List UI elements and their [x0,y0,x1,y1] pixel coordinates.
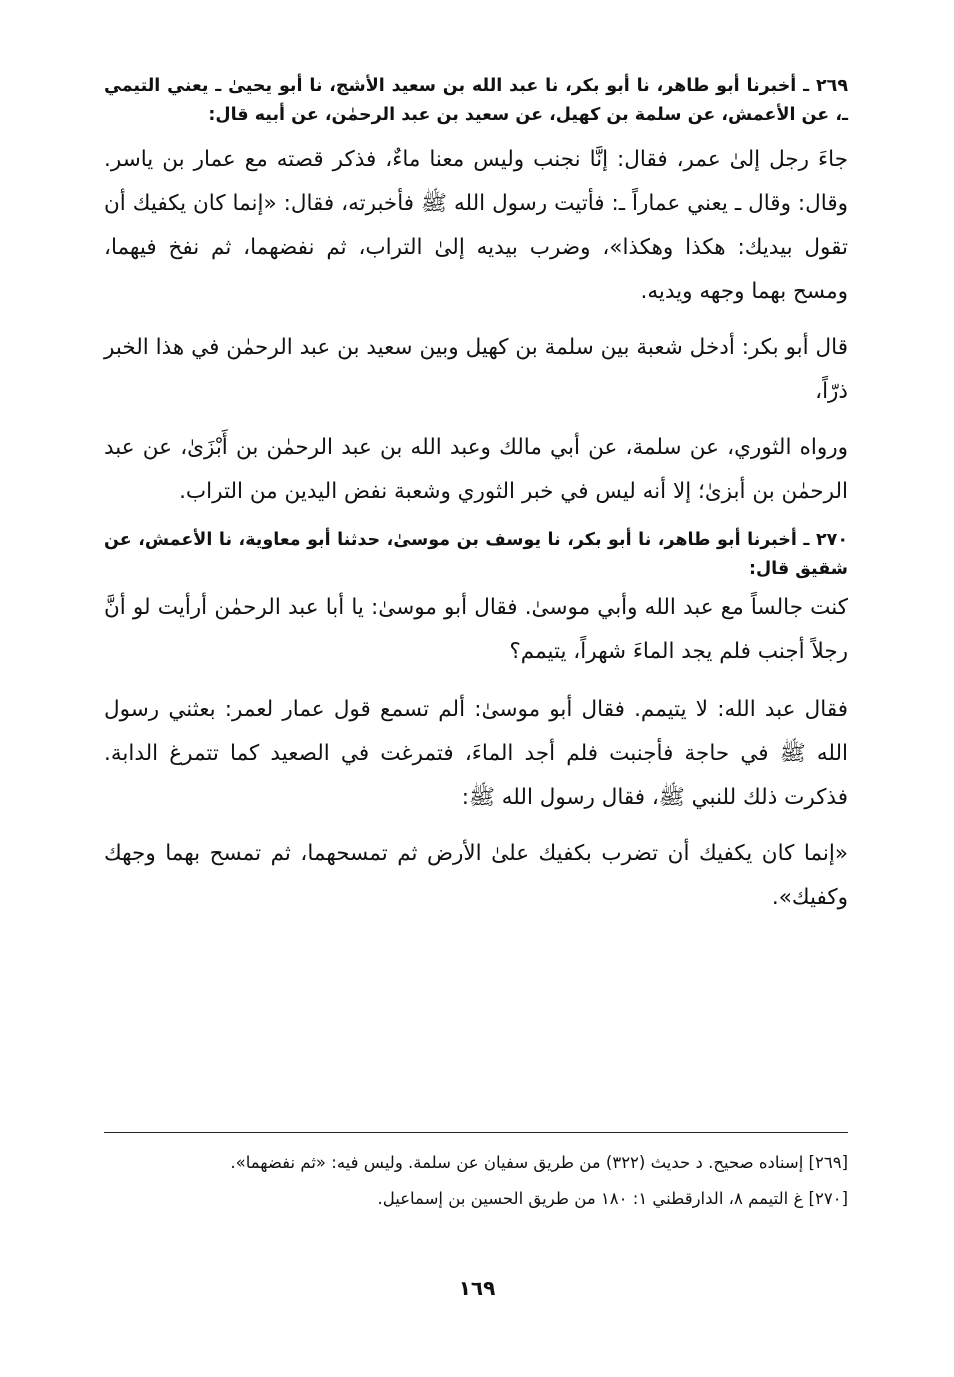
footnote-divider [104,1132,848,1133]
page-body [104,72,848,920]
hadith-269-chain: ٢٦٩ ـ أخبرنا أبو طاهر، نا أبو بكر، نا عبد الله بن سعيد الأشج، نا أبو يحيىٰ ـ يعني التيمي ـ، عن الأعمش، عن سلمة بن كهيل، عن سعيد بن عبد الرحمٰن، عن أبيه قال: [104,76,848,125]
hadith-270-quote: «إنما كان يكفيك أن تضرب بكفيك علىٰ الأرض ثم تمسحهما، ثم تمسح بهما وجهك وكفيك». [104,841,848,910]
footnote-270: [٢٧٠] غ التيمم ٨، الدارقطني ١: ١٨٠ من طريق الحسين بن إسماعيل. [377,1189,848,1208]
hadith-269-text: جاءَ رجل إلىٰ عمر، فقال: إنَّا نجنب وليس معنا ماءٌ، فذكر قصته مع عمار بن ياسر. وقال: وقال ـ يعني عماراً ـ: فأتيت رسول الله ﷺ فأخبرته، فقال: «إنما كان يكفيك أن تقول بيديك: هكذا وهكذا»، وضرب بيديه إلىٰ التراب، ثم نفضهما، ثم نفخ فيهما، ومسح بهما وجهه ويديه. [104,147,848,304]
page-number: ١٦٩ [458,1276,496,1300]
hadith-269-note: قال أبو بكر: أدخل شعبة بين سلمة بن كهيل وبين سعيد بن عبد الرحمٰن في هذا الخبر ذرّاً، [104,335,848,404]
hadith-270-answer: فقال عبد الله: لا يتيمم. فقال أبو موسىٰ: ألم تسمع قول عمار لعمر: بعثني رسول الله ﷺ في حاجة فأجنبت فلم أجد الماءَ، فتمرغت في الصعيد كما تتمرغ الدابة. فذكرت ذلك للنبي ﷺ، فقال رسول الله ﷺ: [104,697,848,810]
hadith-270-text: كنت جالساً مع عبد الله وأبي موسىٰ. فقال أبو موسىٰ: يا أبا عبد الرحمٰن أرأيت لو أنَّ رجلاً أجنب فلم يجد الماءَ شهراً، يتيمم؟ [104,595,848,664]
hadith-270-chain: ٢٧٠ ـ أخبرنا أبو طاهر، نا أبو بكر، نا يوسف بن موسىٰ، حدثنا أبو معاوية، نا الأعمش، عن شقيق قال: [104,530,848,579]
footnotes [104,1148,848,1220]
hadith-269-riwaya: ورواه الثوري، عن سلمة، عن أبي مالك وعبد الله بن عبد الرحمٰن بن أَبْزَىٰ، عن عبد الرحمٰن بن أبزىٰ؛ إلا أنه ليس في خبر الثوري وشعبة نفض اليدين من التراب. [104,435,848,504]
footnote-269: [٢٦٩] إسناده صحيح. د حديث (٣٢٢) من طريق سفيان عن سلمة. وليس فيه: «ثم نفضهما». [230,1153,848,1172]
